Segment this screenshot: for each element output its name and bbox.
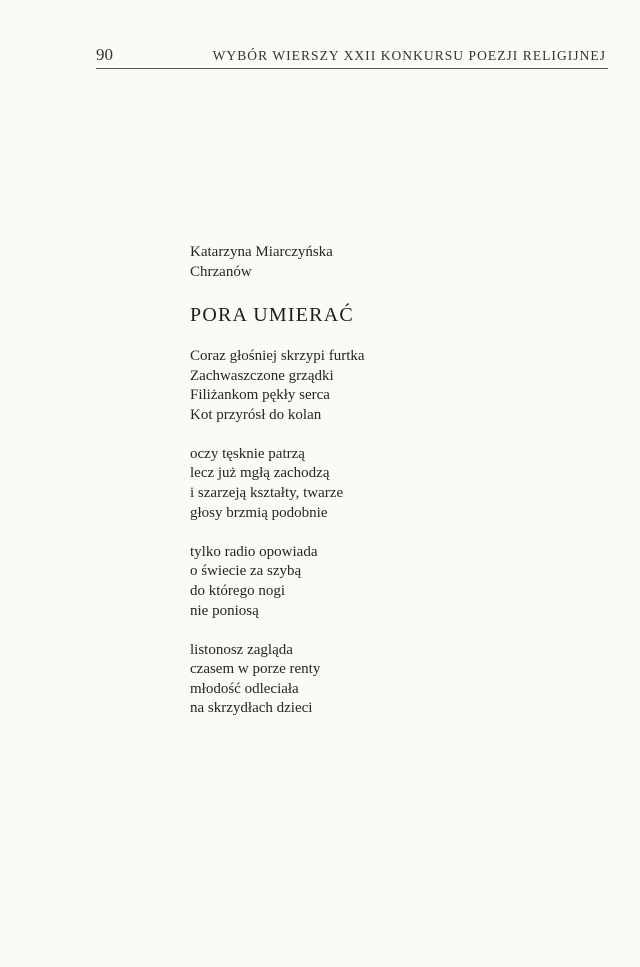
poem-block [190, 242, 550, 739]
running-head: WYBÓR WIERSZY XXII KONKURSU POEZJI RELIGIJNEJ [212, 48, 606, 63]
poem-line: nie poniosą [190, 602, 259, 619]
poem-line: czasem w porze renty [190, 661, 321, 678]
header-rule [96, 68, 608, 69]
page-number: 90 [96, 45, 113, 64]
poem-line: młodość odleciała [190, 680, 299, 697]
poem-line: o świecie za szybą [190, 563, 302, 580]
stanza-4 [190, 641, 550, 719]
poem-title: PORA UMIERAĆ [190, 304, 354, 326]
stanza-1 [190, 347, 550, 425]
poem-line: oczy tęsknie patrzą [190, 445, 305, 462]
poem-line: Zachwaszczone grządki [190, 367, 334, 384]
poem-line: Coraz głośniej skrzypi furtka [190, 348, 365, 364]
stanza-3 [190, 543, 550, 621]
poem-line: tylko radio opowiada [190, 543, 318, 560]
poem-line: do którego nogi [190, 582, 285, 599]
poem-line: listonosz zagląda [190, 641, 293, 658]
poem-line: Filiżankom pękły serca [190, 387, 330, 404]
poem-line: Kot przyrósł do kolan [190, 406, 322, 423]
author-name: Katarzyna Miarczyńska [190, 244, 333, 260]
author-place: Chrzanów [190, 264, 252, 280]
page-header [96, 44, 608, 68]
poem-line: lecz już mgłą zachodzą [190, 465, 330, 482]
stanza-2 [190, 445, 550, 523]
poem-line: i szarzeją kształty, twarze [190, 485, 344, 502]
poem-line: głosy brzmią podobnie [190, 504, 328, 521]
poem-body [190, 347, 550, 719]
poem-line: na skrzydłach dzieci [190, 700, 313, 717]
